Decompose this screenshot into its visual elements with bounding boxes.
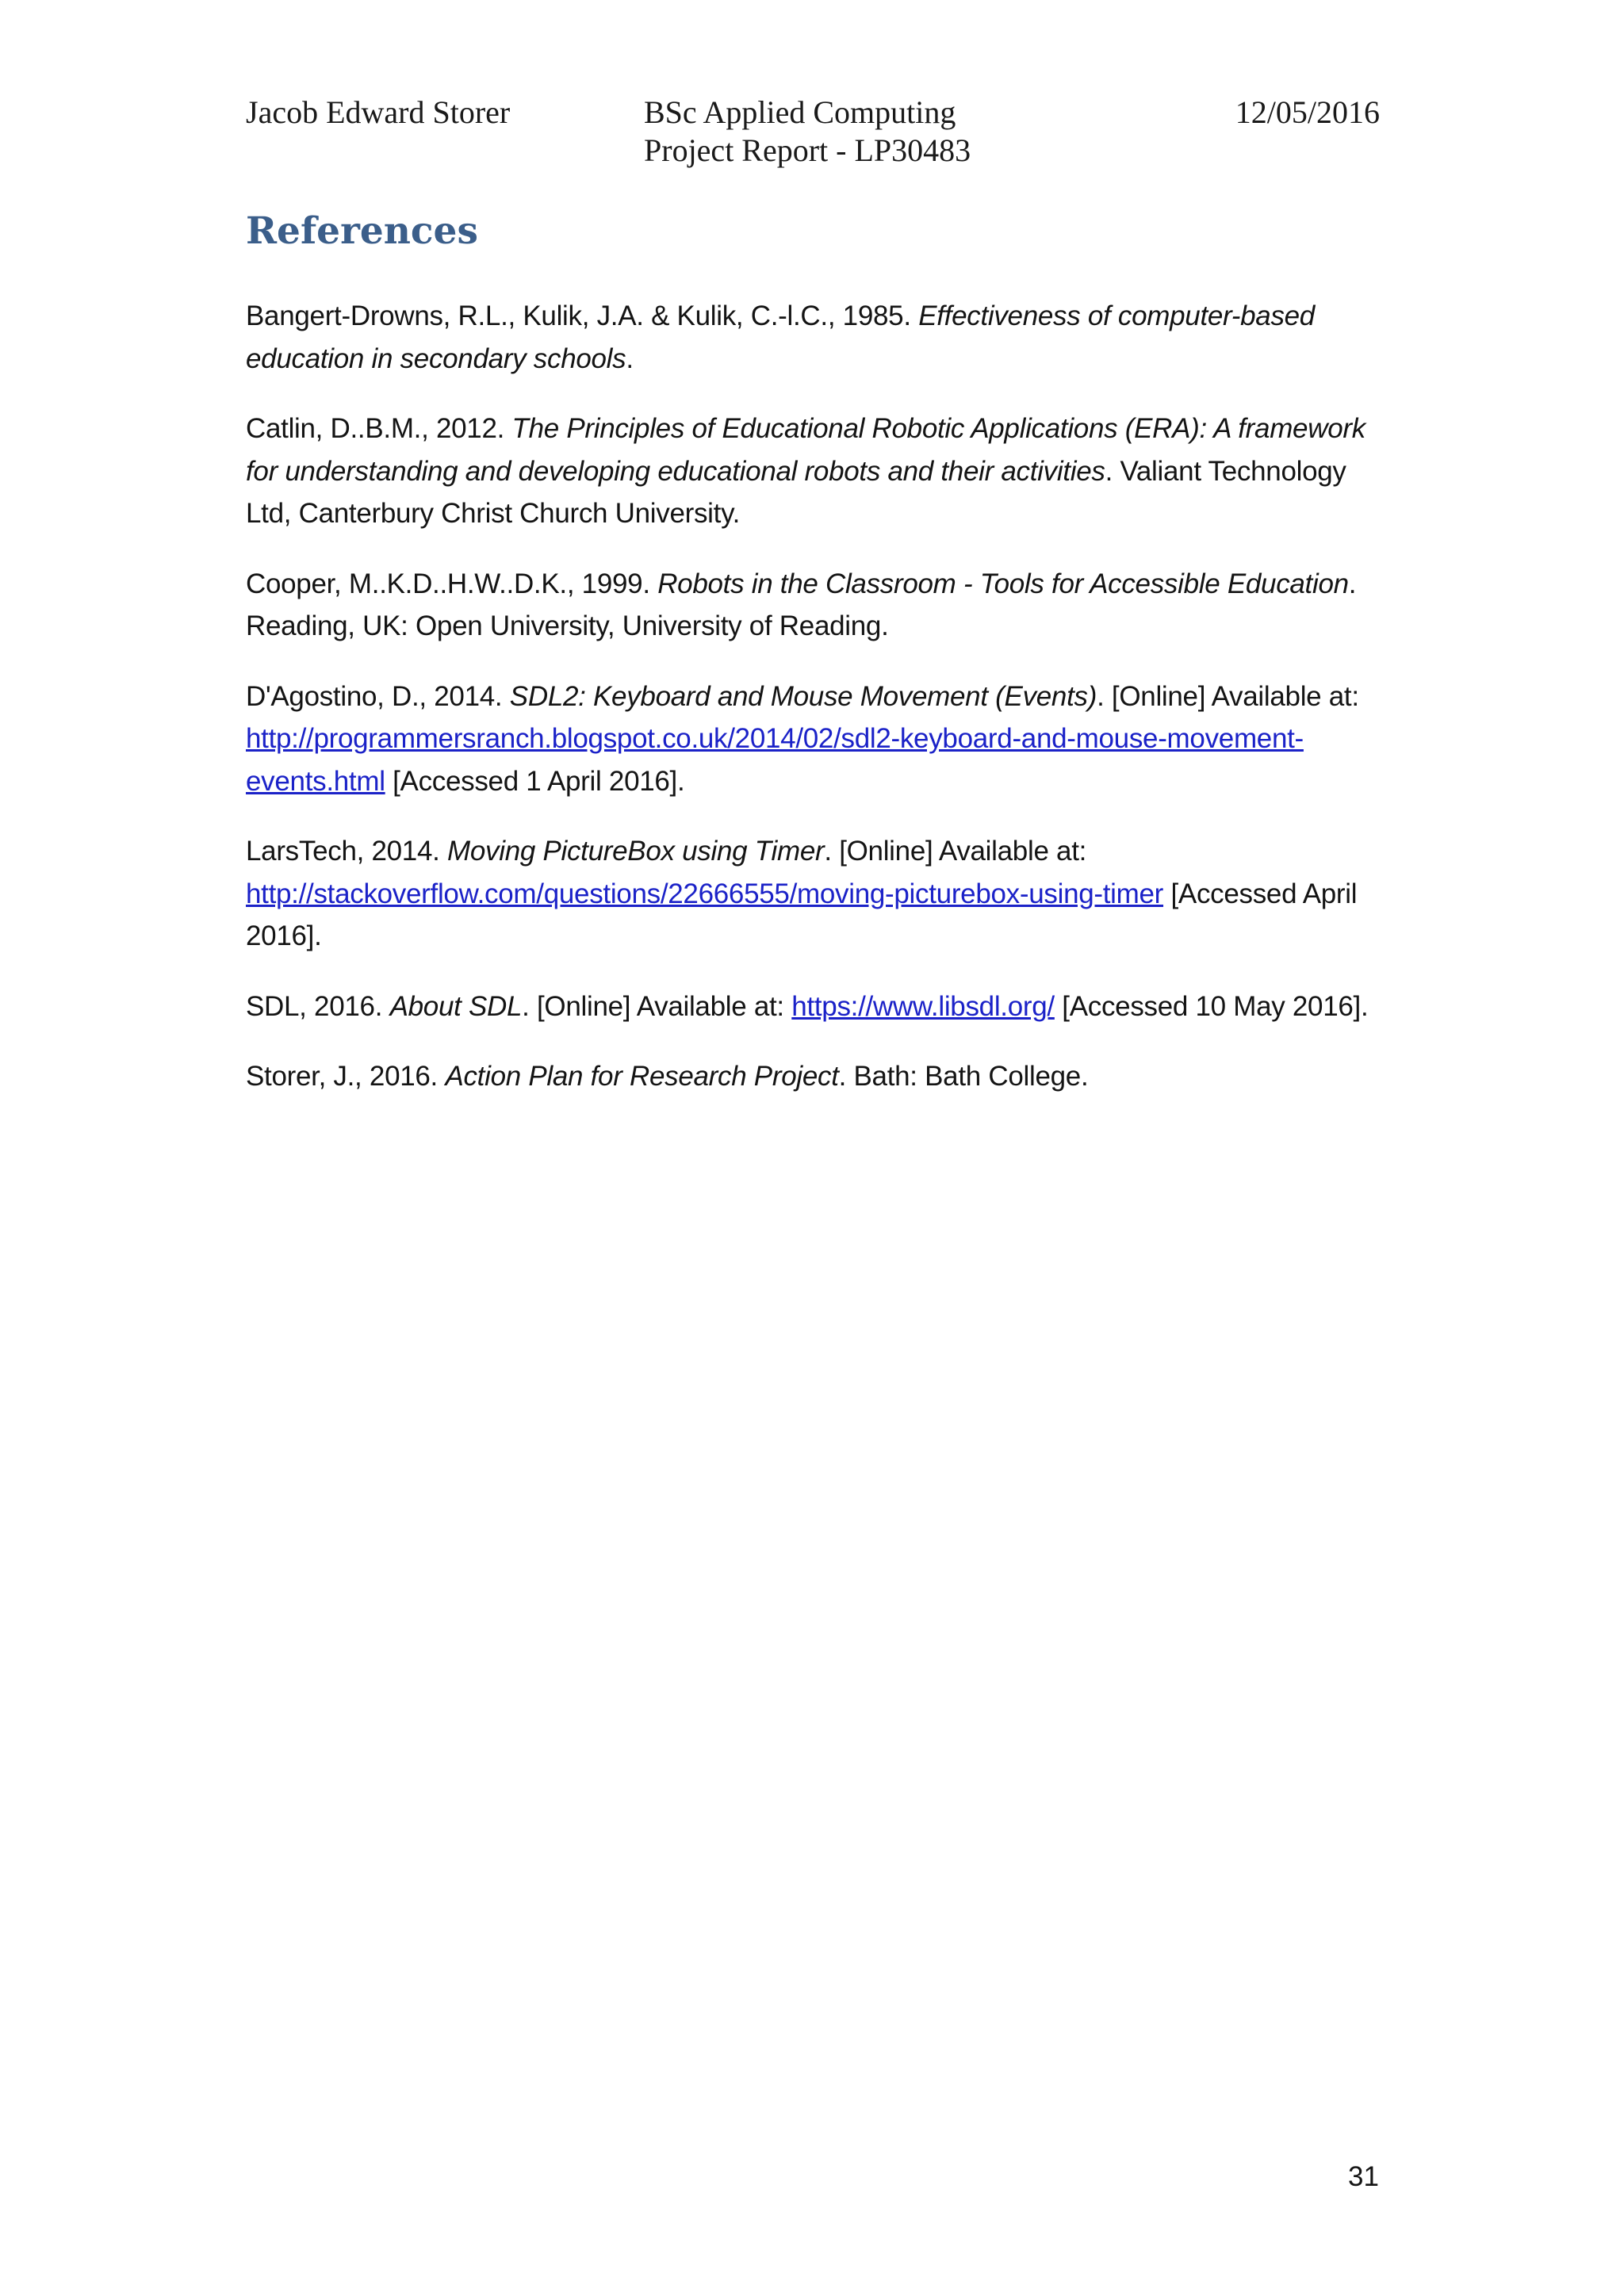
reference-entry [246, 675, 1388, 803]
header-date: 12/05/2016 [1235, 94, 1380, 130]
reference-title: Moving PictureBox using Timer [447, 836, 825, 867]
reference-authors: Catlin, D..B.M., 2012. [246, 413, 505, 444]
reference-authors: Storer, J., 2016. [246, 1061, 438, 1092]
reference-authors: SDL, 2016. [246, 990, 383, 1022]
reference-entry [246, 295, 1388, 380]
reference-link[interactable]: http://programmersranch.blogspot.co.uk/2014/02/sdl2-keyboard-and-mouse-movement-events.html [246, 723, 1304, 797]
reference-entry [246, 408, 1388, 535]
references-list [246, 295, 1388, 1126]
reference-entry [246, 1055, 1388, 1098]
reference-authors: D'Agostino, D., 2014. [246, 680, 503, 712]
reference-details: . Reading, UK: Open University, University of Reading. [246, 568, 1357, 641]
reference-title: Robots in the Classroom - Tools for Accessible Education [657, 568, 1349, 599]
reference-accessed: [Accessed 1 April 2016]. [393, 765, 685, 797]
reference-details: . Bath: Bath College. [838, 1061, 1089, 1092]
reference-accessed: [Accessed 10 May 2016]. [1062, 990, 1369, 1022]
reference-entry [246, 985, 1388, 1028]
references-heading: References [246, 209, 478, 253]
reference-authors: Cooper, M..K.D..H.W..D.K., 1999. [246, 568, 650, 599]
reference-entry [246, 830, 1388, 958]
page-number: 31 [1348, 2161, 1379, 2192]
reference-title: Effectiveness of computer-based education in secondary schools [246, 300, 1315, 374]
reference-title: Action Plan for Research Project [445, 1061, 839, 1092]
reference-link[interactable]: https://www.libsdl.org/ [791, 990, 1055, 1022]
page-header [246, 94, 1380, 181]
reference-entry [246, 563, 1388, 648]
reference-title: The Principles of Educational Robotic Applications (ERA): A framework for understanding and developing educational robots and their activities [246, 413, 1365, 487]
reference-details: . [Online] Available at: [824, 836, 1087, 867]
reference-title: SDL2: Keyboard and Mouse Movement (Events) [509, 680, 1097, 712]
reference-title: About SDL [389, 990, 523, 1022]
header-course [644, 94, 993, 170]
reference-details: . [626, 342, 634, 374]
reference-details: . [Online] Available at: [1097, 680, 1359, 712]
reference-details: . [Online] Available at: [522, 990, 784, 1022]
reference-authors: Bangert-Drowns, R.L., Kulik, J.A. & Kulik, C.-l.C., 1985. [246, 300, 911, 331]
reference-details: . Valiant Technology Ltd, Canterbury Christ Church University. [246, 455, 1346, 529]
reference-authors: LarsTech, 2014. [246, 836, 440, 867]
header-course-line2: Project Report - LP30483 [644, 132, 971, 168]
reference-link[interactable]: http://stackoverflow.com/questions/22666555/moving-picturebox-using-timer [246, 878, 1164, 909]
header-author: Jacob Edward Storer [246, 94, 511, 130]
header-course-line1: BSc Applied Computing [644, 94, 956, 130]
reference-accessed: [Accessed April 2016]. [246, 878, 1358, 951]
